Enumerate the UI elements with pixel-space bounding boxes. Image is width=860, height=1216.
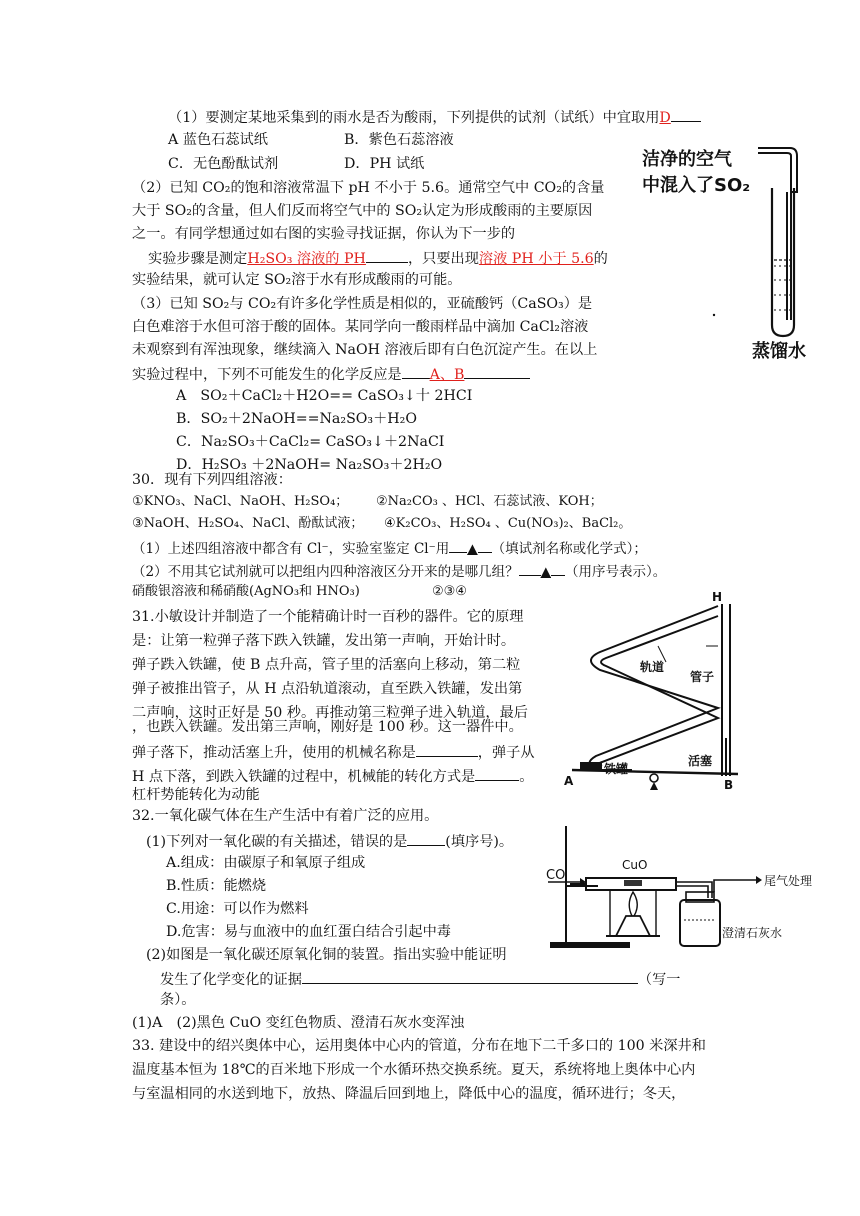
q32-answer: (1)A (2)黑色 CuO 变红色物质、澄清石灰水变浑浊 xyxy=(132,1015,465,1031)
q33-line3: 与室温相同的水送到地下，放热、降温后回到地上，降低中心的温度，循环进行；冬天， xyxy=(132,1086,686,1102)
figure-label-cuo: CuO xyxy=(622,858,648,872)
q31-line2: 是：让第一粒弹子落下跌入铁罐，发出第一声响，开始计时。 xyxy=(132,633,516,649)
q29-part2-line3: 之一。有同学想通过如右图的实验寻找证据，你认为下一步的 xyxy=(132,226,516,242)
q31-line6: ，也跌入铁罐。发出第三声响，刚好是 100 秒。这一器件中。 xyxy=(132,719,523,735)
q32-title: 32.一氧化碳气体在生产生活中有着广泛的应用。 xyxy=(132,808,439,824)
figure-label-pipe: 管子 xyxy=(690,670,715,684)
q32-option-a: A.组成：由碳原子和氧原子组成 xyxy=(166,855,366,871)
q32-option-b: B.性质：能燃烧 xyxy=(166,878,267,894)
q29-part2-line1: （2）已知 CO₂的饱和溶液常温下 pH 不小于 5.6。通常空气中 CO₂的含量 xyxy=(132,180,605,196)
figure-label-can: 铁罐 xyxy=(604,762,629,776)
q30-title: 30．现有下列四组溶液： xyxy=(132,472,292,488)
figure-caption-air: 洁净的空气 xyxy=(642,149,732,170)
co-apparatus-drawing xyxy=(546,824,846,954)
figure-label-piston: 活塞 xyxy=(688,754,713,768)
figure-label-a: A xyxy=(564,774,574,788)
q29-part2-line5: 实验结果，就可认定 SO₂溶于水有形成酸雨的可能。 xyxy=(132,272,462,288)
q29-option-a: A 蓝色石蕊试纸 xyxy=(168,132,268,148)
q32-part2-line1: (2)如图是一氧化碳还原氧化铜的装置。指出实验中能证明 xyxy=(146,947,507,963)
q29-part2-line4: 实验步骤是测定H₂SO₃ 溶液的 PH ，只要出现溶液 PH 小于 5.6的 xyxy=(148,247,608,269)
q29-equation-d: D．H₂SO₃ ＋2NaOH= Na₂SO₃＋2H₂O xyxy=(176,457,443,473)
timer-device-drawing xyxy=(558,588,758,798)
q31-line5: 二声响，这时正好是 50 秒。再推动第三粒弹子进入轨道，最后 xyxy=(132,705,528,721)
q30-part2: （2）不用其它试剂就可以把组内四种溶液区分开来的是哪几组？ ▲ （用序号表示）。 xyxy=(132,560,666,582)
q33-line2: 温度基本恒为 18℃的百米地下形成一个水循环热交换系统。夏天，系统将地上奥体中心内 xyxy=(132,1062,696,1078)
co-reduction-figure xyxy=(546,824,846,954)
figure-label-tail-gas: 尾气处理 xyxy=(764,874,813,888)
q29-part2-answer2: 溶液 PH 小于 5.6 xyxy=(478,251,594,267)
timer-device-figure xyxy=(558,588,758,798)
q32-part1: (1)下列对一氧化碳的有关描述，错误的是 (填序号)。 xyxy=(146,830,513,852)
testtube-drawing xyxy=(640,140,840,365)
q29-part2-answer1: H₂SO₃ 溶液的 PH xyxy=(247,251,366,267)
q30-group-2: ②Na₂CO₃ 、HCl、石蕊试液、KOH； xyxy=(376,494,603,509)
q31-line3: 弹子跌入铁罐，使 B 点升高，管子里的活塞向上移动，第二粒 xyxy=(132,657,521,673)
q29-equation-a: A SO₂＋CaCl₂＋H2O== CaSO₃↓十 2HCI xyxy=(176,388,473,404)
q30-group-4: ④K₂CO₃、H₂SO₄ 、Cu(NO₃)₂、BaCl₂。 xyxy=(384,516,632,531)
figure-label-track: 轨道 xyxy=(640,660,665,674)
q29-part3-line2: 白色难溶于水但可溶于酸的固体。某同学向一酸雨样品中滴加 CaCl₂溶液 xyxy=(132,319,589,335)
q30-answer-1: 硝酸银溶液和稀硝酸(AgNO₃和 HNO₃) xyxy=(132,584,360,599)
figure-label-h: H xyxy=(712,590,723,604)
q29-part3-line3: 未观察到有浑浊现象，继续滴入 NaOH 溶液后即有白色沉淀产生。在以上 xyxy=(132,342,598,358)
q30-group-1: ①KNO₃、NaCl、NaOH、H₂SO₄； xyxy=(132,494,349,509)
q29-part3-line4: 实验过程中，下列不可能发生的化学反应是 A、B xyxy=(132,363,530,385)
q32-part2-line2: 发生了化学变化的证据 （写一 xyxy=(160,968,680,990)
q29-option-b: B．紫色石蕊溶液 xyxy=(344,132,454,148)
q31-answer: 杠杆势能转化为动能 xyxy=(132,787,260,803)
q31-line8: H 点下落，到跌入铁罐的过程中，机械能的转化方式是 。 xyxy=(132,765,533,787)
q29-part3-answer: A、B xyxy=(429,367,465,383)
q29-part1: （1）要测定某地采集到的雨水是否为酸雨，下列提供的试剂（试纸）中宜取用D xyxy=(168,106,701,128)
q29-option-d: D．PH 试纸 xyxy=(344,156,425,172)
q29-equation-c: C．Na₂SO₃＋CaCl₂= CaSO₃↓＋2NaCI xyxy=(176,434,445,450)
q29-part3-line1: （3）已知 SO₂与 CO₂有许多化学性质是相似的，亚硫酸钙（CaSO₃）是 xyxy=(132,296,593,312)
q30-answer-2: ②③④ xyxy=(432,584,467,599)
q29-option-c: C．无色酚酞试剂 xyxy=(168,156,279,172)
q31-line1: 31.小敏设计并制造了一个能精确计时一百秒的器件。它的原理 xyxy=(132,609,524,625)
q32-option-d: D.危害：易与血液中的血红蛋白结合引起中毒 xyxy=(166,924,451,940)
q29-part1-answer: D xyxy=(659,110,671,126)
q32-option-c: C.用途：可以作为燃料 xyxy=(166,901,309,917)
q33-line1: 33. 建设中的绍兴奥体中心，运用奥体中心内的管道，分布在地下二千多口的 100 米深井和 xyxy=(132,1038,706,1054)
q29-equation-b: B．SO₂＋2NaOH==Na₂SO₃＋H₂O xyxy=(176,411,417,427)
figure-caption-water: 蒸馏水 xyxy=(752,341,806,362)
so2-testtube-figure xyxy=(640,140,840,365)
figure-label-limewater: 澄清石灰水 xyxy=(722,926,783,940)
q31-line4: 弹子被推出管子，从 H 点沿轨道滚动，直至跌入铁罐，发出第 xyxy=(132,681,523,697)
q29-part2-line2: 大于 SO₂的含量，但人们反而将空气中的 SO₂认定为形成酸雨的主要原因 xyxy=(132,203,593,219)
q30-group-3: ③NaOH、H₂SO₄、NaCl、酚酞试液； xyxy=(132,516,364,531)
figure-label-b: B xyxy=(724,778,734,792)
figure-label-co: CO xyxy=(546,868,566,883)
q32-part2-line3: 条）。 xyxy=(160,992,196,1008)
q31-line7: 弹子落下，推动活塞上升，使用的机械名称是 ，弹子从 xyxy=(132,741,535,763)
q30-part1: （1）上述四组溶液中都含有 Cl⁻，实验室鉴定 Cl⁻用 ▲ （填试剂名称或化学式）； xyxy=(132,537,647,559)
figure-caption-so2: 中混入了SO₂ xyxy=(642,175,751,196)
